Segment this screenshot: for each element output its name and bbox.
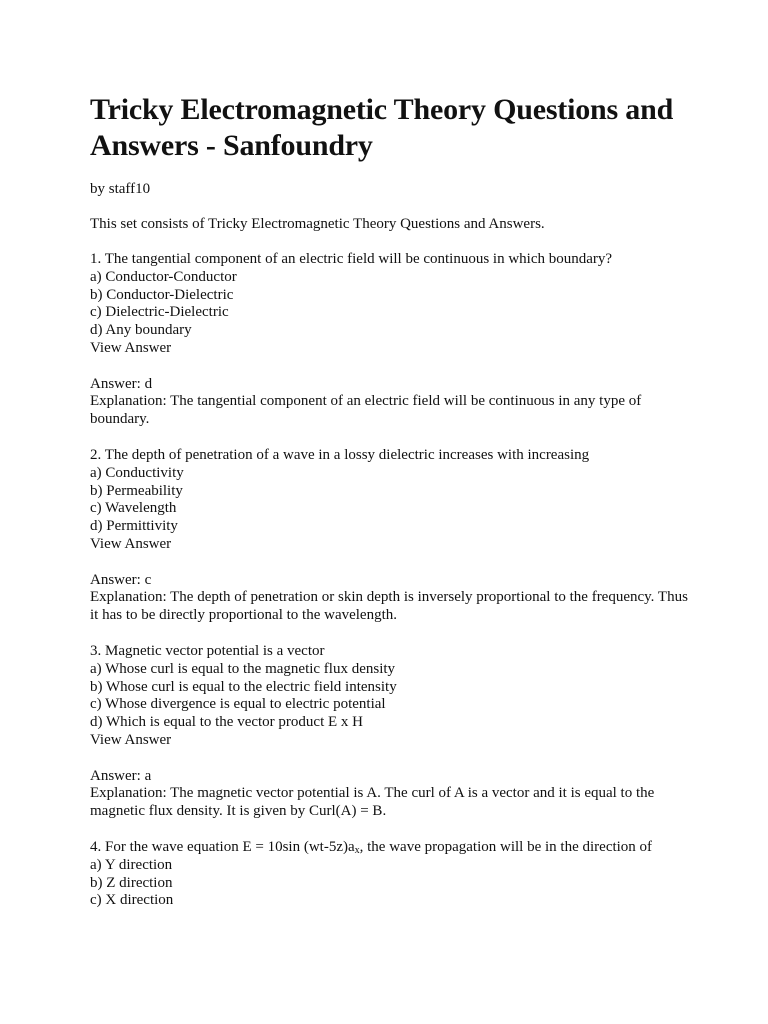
intro-paragraph: This set consists of Tricky Electromagnetic Theory Questions and Answers. bbox=[90, 216, 545, 232]
question-text: 3. Magnetic vector potential is a vector bbox=[90, 642, 325, 659]
question-text: 2. The depth of penetration of a wave in a lossy dielectric increases with increasing bbox=[90, 446, 590, 463]
option-b: b) Z direction bbox=[90, 874, 173, 891]
answer-text: Answer: c bbox=[90, 571, 152, 588]
question-1 bbox=[90, 251, 690, 429]
view-answer-link[interactable]: View Answer bbox=[90, 731, 172, 748]
page-title: Tricky Electromagnetic Theory Questions and Answers - Sanfoundry bbox=[90, 93, 674, 162]
option-c: c) Dielectric-Dielectric bbox=[90, 304, 229, 321]
subscript-x: x bbox=[354, 844, 360, 856]
option-a: a) Conductor-Conductor bbox=[90, 268, 237, 285]
option-c: c) Whose divergence is equal to electric potential bbox=[90, 696, 386, 713]
option-c: c) Wavelength bbox=[90, 500, 177, 517]
answer-text: Answer: d bbox=[90, 375, 153, 392]
option-b: b) Permeability bbox=[90, 482, 183, 499]
question-4 bbox=[90, 839, 690, 910]
view-answer-link[interactable]: View Answer bbox=[90, 535, 172, 552]
question-text: 1. The tangential component of an electric field will be continuous in which boundary? bbox=[90, 251, 613, 267]
document-page bbox=[90, 92, 690, 910]
option-a: a) Conductivity bbox=[90, 464, 184, 481]
option-d: d) Which is equal to the vector product E x H bbox=[90, 714, 363, 731]
option-b: b) Whose curl is equal to the electric field intensity bbox=[90, 678, 397, 695]
question-2 bbox=[90, 447, 690, 625]
option-d: d) Any boundary bbox=[90, 322, 192, 339]
author-byline: by staff10 bbox=[90, 181, 151, 197]
option-d: d) Permittivity bbox=[90, 518, 178, 535]
question-text-main: 4. For the wave equation E = 10sin (wt-5z)a bbox=[90, 838, 355, 855]
answer-block bbox=[90, 768, 690, 821]
answer-block bbox=[90, 376, 690, 429]
question-3 bbox=[90, 643, 690, 821]
question-text bbox=[90, 839, 690, 857]
explanation-text: Explanation: The magnetic vector potential is A. The curl of A is a vector and it is equal to the magnetic flux density. It is given by Curl(A) = B. bbox=[90, 785, 655, 820]
explanation-text: Explanation: The depth of penetration or skin depth is inversely proportional to the frequency. Thus it has to be directly proportional to the wavelength. bbox=[90, 589, 688, 624]
option-a: a) Y direction bbox=[90, 856, 173, 873]
option-b: b) Conductor-Dielectric bbox=[90, 286, 234, 303]
answer-text: Answer: a bbox=[90, 767, 152, 784]
answer-block bbox=[90, 572, 690, 625]
view-answer-link[interactable]: View Answer bbox=[90, 339, 172, 356]
question-text-tail: , the wave propagation will be in the direction of bbox=[359, 838, 653, 855]
option-a: a) Whose curl is equal to the magnetic flux density bbox=[90, 660, 396, 677]
explanation-text: Explanation: The tangential component of an electric field will be continuous in any type of boundary. bbox=[90, 393, 642, 428]
option-c: c) X direction bbox=[90, 892, 174, 909]
